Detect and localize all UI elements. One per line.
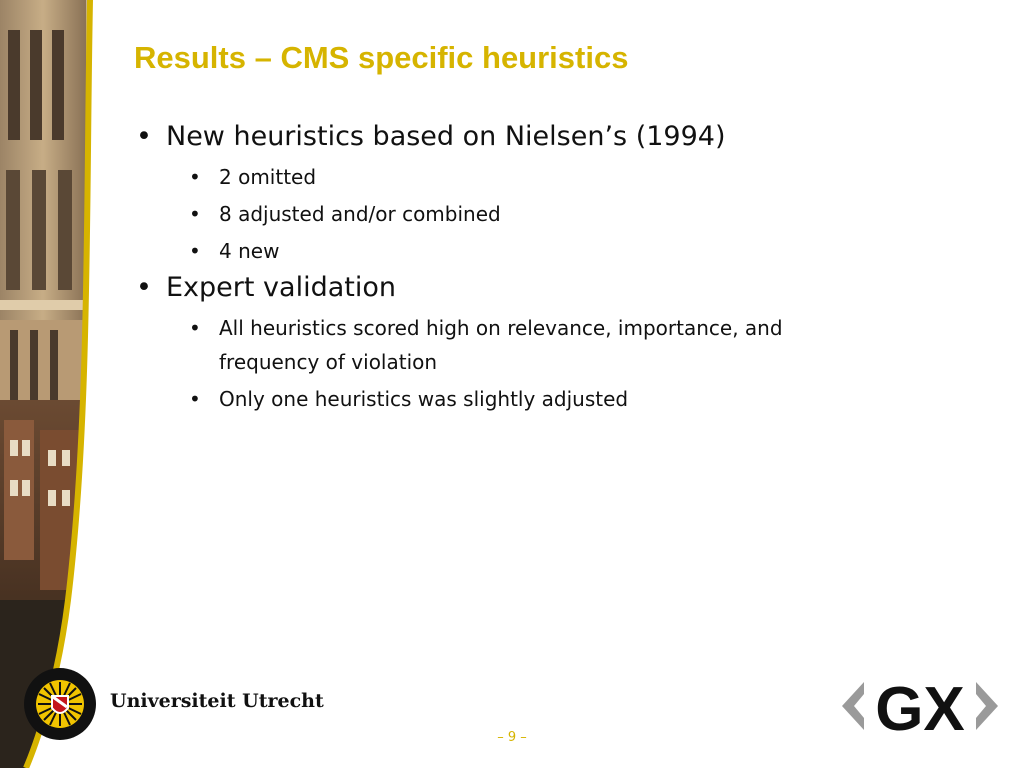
sub-bullet-slightly-adjusted: • Only one heuristics was slightly adjusted: [189, 382, 956, 416]
sub-bullet-scored-high: • All heuristics scored high on relevance, importance, and frequency of violation: [189, 311, 879, 379]
left-chevron-icon: [842, 682, 864, 730]
sub-bullet-omitted: • 2 omitted: [189, 160, 956, 194]
slide-content: [136, 120, 956, 419]
right-chevron-icon: [976, 682, 998, 730]
university-seal-icon: [22, 664, 102, 744]
page-number: – 9 –: [497, 730, 527, 745]
gx-logo-text: GX: [875, 675, 965, 738]
cathedral-photo-strip: [0, 0, 100, 768]
university-name: Universiteit Utrecht: [110, 690, 324, 712]
gx-logo: [836, 674, 1004, 738]
bullet-new-heuristics: • New heuristics based on Nielsen’s (1994): [136, 120, 956, 154]
slide-title: Results – CMS specific heuristics: [134, 40, 629, 75]
sub-bullet-adjusted: • 8 adjusted and/or combined: [189, 197, 956, 231]
sub-bullet-new: • 4 new: [189, 234, 956, 268]
bullet-expert-validation: • Expert validation: [136, 271, 956, 305]
